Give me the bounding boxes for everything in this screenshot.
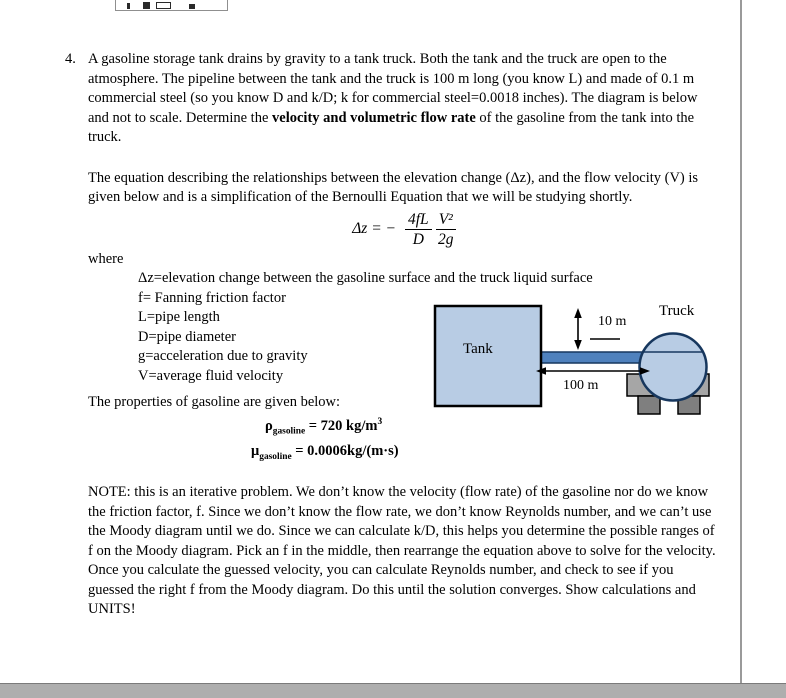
fragment-mark [156,2,171,9]
elevation-velocity-equation [88,211,720,248]
mu-value: = 0.0006kg/(m·s) [291,442,399,459]
truck-wheel-left [638,396,660,414]
variable-definition: f= Fanning friction factor [138,289,286,306]
problem-statement [88,50,720,148]
variable-definition: D=pipe diameter [138,328,236,345]
friction-term-fraction [405,211,432,248]
fraction-denominator: 2g [438,230,454,248]
statement-text: of the gasoline from the tank into the truck. [88,109,695,145]
variable-definition: L=pipe length [138,309,220,325]
page-bottom-edge [0,683,786,698]
velocity-term-fraction [436,211,456,248]
tank-truck-diagram [430,293,742,425]
rho-symbol: ρ [265,417,273,434]
variable-definition: Δz=elevation change between the gasoline surface and the truck liquid surface [138,270,593,286]
gasoline-viscosity [251,442,720,467]
cropped-content-fragment [115,0,228,11]
properties-intro: The properties of gasoline are given below: [88,394,341,410]
rho-subscript: gasoline [272,426,306,437]
problem-number: 4. [65,51,76,67]
rho-exponent: 3 [377,416,383,427]
fraction-denominator: D [412,230,424,248]
length-label: 100 m [563,378,599,393]
rho-value: = 720 kg/m [305,417,378,434]
statement-text: A gasoline storage tank drains by gravity to a tank truck. Both the tank and the truck are open to the atmosphere. The pipeline between the tank and the truck is 100 m long (you know L) and made of 0.1 m commercial steel (so you know D and k/D; k for commercial steel=0.0018 inches). The diagram is below and not to scale. Determine the [88,51,698,126]
equation-lhs: Δz = − [352,220,396,238]
elevation-arrow-up [574,308,582,318]
fragment-mark [143,2,150,9]
equation-intro: The equation describing the relationships between the elevation change (Δz), and the flow velocity (V) is given below and is a simplification of the Bernoulli Equation that we will be studying shortly. [88,169,699,205]
pipeline [541,352,649,363]
mu-subscript: gasoline [259,451,292,462]
where-label: where [88,250,124,267]
variable-definition: g=acceleration due to gravity [138,348,308,364]
page-right-edge [740,0,742,684]
fraction-numerator: V² [436,211,456,230]
fragment-mark [189,4,195,9]
tank-label: Tank [463,341,493,357]
note-paragraph: NOTE: this is an iterative problem. We don’t know the velocity (flow rate) of the gasoline nor do we know the friction factor, f. Since we don’t know the flow rate, we don’t know Reynolds number, and we can’t use the Moody diagram until we do. Since we can calculate k/D, this helps you determine the possible ranges of f on the Moody diagram. Pick an f in the middle, then rearrange the equation above to solve for the velocity. Once you calculate the guessed velocity, you can calculate Reynolds number, and check to see if you guessed the right f from the Moody diagram. Do this until the solution converges. Show calculations and UNITS! [88,484,716,618]
mu-symbol: μ [251,442,260,459]
fraction-numerator: 4fL [405,211,432,230]
elevation-label: 10 m [598,314,627,329]
fragment-mark [127,3,130,9]
elevation-arrow-down [574,340,582,350]
statement-bold-text: velocity and volumetric flow rate [272,109,476,126]
variable-definition: V=average fluid velocity [138,367,284,384]
truck-label: Truck [659,303,695,319]
truck-tank [640,334,707,401]
